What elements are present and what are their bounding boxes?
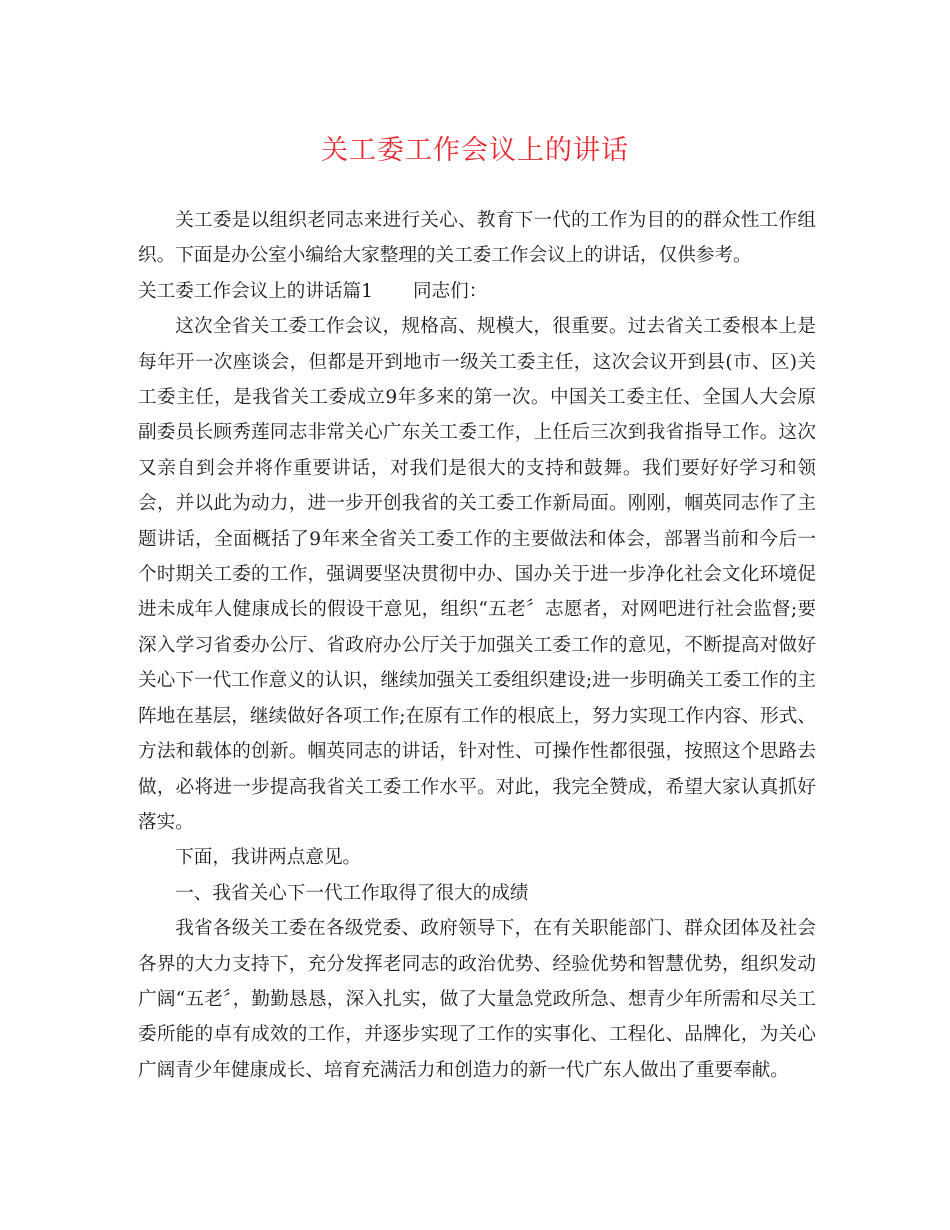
document-body: [138, 203, 816, 1088]
salutation: 同志们：: [412, 280, 488, 302]
section-heading-line: [138, 274, 816, 309]
paragraph-2: 下面，我讲两点意见。: [175, 847, 362, 869]
section-heading: 关工委工作会议上的讲话篇1: [138, 280, 373, 302]
paragraph-3-heading: 一、我省关心下一代工作取得了很大的成绩: [175, 882, 529, 904]
intro-paragraph: 关工委是以组织老同志来进行关心、教育下一代的工作为目的的群众性工作组织。下面是办公室小编给大家整理的关工委工作会议上的讲话，仅供参考。: [138, 210, 816, 267]
paragraph-1: 这次全省关工委工作会议，规格高、规模大，很重要。过去省关工委根本上是每年开一次座谈会，但都是开到地市一级关工委主任，这次会议开到县(市、区)关工委主任，是我省关工委成立9年多来的第一次。中国关工委主任、全国人大会原副委员长顾秀莲同志非常关心广东关工委工作，上任后三次到我省指导工作。这次又亲自到会并将作重要讲话，对我们是很大的支持和鼓舞。我们要好好学习和领会，并以此为动力，进一步开创我省的关工委工作新局面。刚刚，帼英同志作了主题讲话，全面概括了9年来全省关工委工作的主要做法和体会，部署当前和今后一个时期关工委的工作，强调要坚决贯彻中办、国办关于进一步净化社会文化环境促进未成年人健康成长的假设干意见，组织“五老〞志愿者，对网吧进行社会监督;要深入学习省委办公厅、省政府办公厅关于加强关工委工作的意见，不断提高对做好关心下一代工作意义的认识，继续加强关工委组织建设;进一步明确关工委工作的主阵地在基层，继续做好各项工作;在原有工作的根底上，努力实现工作内容、形式、方法和载体的创新。帼英同志的讲话，针对性、可操作性都很强，按照这个思路去做，必将进一步提高我省关工委工作水平。对此，我完全赞成，希望大家认真抓好落实。: [138, 316, 816, 833]
document-title: 关工委工作会议上的讲话: [321, 135, 629, 166]
paragraph-4: 我省各级关工委在各级党委、政府领导下，在有关职能部门、群众团体及社会各界的大力支持下，充分发挥老同志的政治优势、经验优势和智慧优势，组织发动广阔“五老〞，勤勤恳恳，深入扎实，做了大量急党政所急、想青少年所需和尽关工委所能的卓有成效的工作，并逐步实现了工作的实事化、工程化、品牌化，为关心广阔青少年健康成长、培育充满活力和创造力的新一代广东人做出了重要奉献。: [138, 918, 816, 1081]
